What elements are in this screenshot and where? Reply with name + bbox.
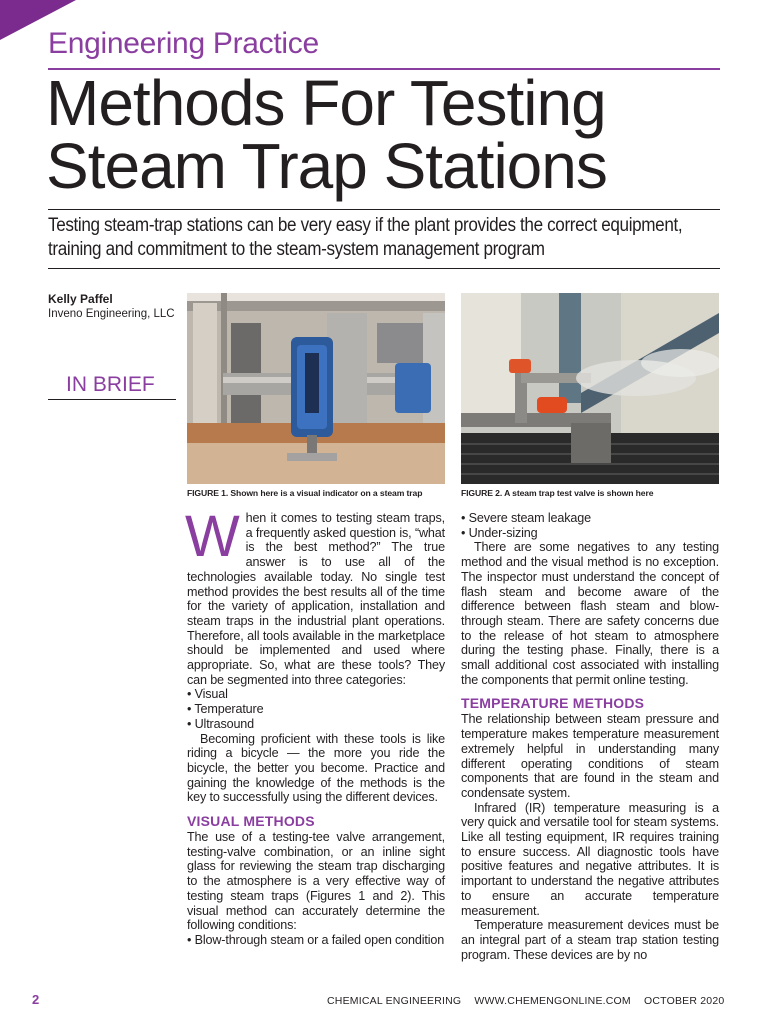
drop-cap: W (185, 504, 240, 569)
deck-rule-top (48, 209, 720, 210)
temperature-paragraph-2: Infrared (IR) temperature measuring is a very quick and versatile tool for steam systems. Like all testing equipment, IR requires training to ensure success. All diagnostic tools have positive features and negative attributes. It is important to understand the negative attributes to ensure an accurate temperature measurement. (461, 800, 719, 918)
deck-rule-bottom (48, 268, 720, 269)
category-list-item: • Visual (187, 687, 228, 702)
author-name: Kelly Paffel (48, 292, 113, 306)
title-line-2: Steam Trap Stations (46, 130, 607, 202)
body-column-left (185, 504, 445, 948)
footer-url: WWW.CHEMENGONLINE.COM (474, 995, 631, 1007)
intro-text: hen it comes to testing steam traps, a frequently asked question is, “what is the best method?” The true answer is to use all of the technologies available today. No single test method provides the best results all of the time for the variety of application, installation and steam traps in the industrial plant operations. Therefore, all tools available in the marketplace should be implemented and used where appropriate. So, what are these tools? They can be segmented into three categories: (187, 511, 445, 687)
article-title (46, 67, 726, 202)
figure-2-caption: FIGURE 2. A steam trap test valve is shown here (461, 488, 654, 498)
in-brief-rule (48, 399, 176, 400)
figure-1-photo (187, 293, 445, 484)
page-number: 2 (32, 992, 40, 1007)
temperature-methods-heading: TEMPERATURE METHODS (461, 695, 645, 712)
proficiency-paragraph: Becoming proficient with these tools is like riding a bicycle — the more you ride the bicycle, the better you become. Practice and gaining the knowledge of the methods is the key to successfully using the different devices. (187, 731, 445, 805)
footer-magazine: CHEMICAL ENGINEERING (327, 995, 462, 1007)
condition-list-item: • Blow-through steam or a failed open condition (187, 932, 445, 947)
intro-paragraph (185, 504, 445, 687)
category-list-item: • Temperature (187, 702, 264, 717)
condition-list-item: • Severe steam leakage (461, 511, 591, 525)
footer-date: OCTOBER 2020 (644, 995, 725, 1007)
temperature-paragraph-3: Temperature measurement devices must be an integral part of a steam trap station testing program. These devices are by no (461, 918, 719, 962)
figure-2-photo (461, 293, 719, 484)
visual-methods-heading: VISUAL METHODS (187, 813, 315, 830)
running-footer (327, 995, 734, 1007)
steam-trap-indicator-image (187, 293, 445, 484)
title-line-1: Methods For Testing (46, 67, 606, 139)
visual-methods-paragraph: The use of a testing-tee valve arrangement, testing-valve combination, or an inline sight glass for reviewing the steam trap discharging to the atmosphere is a very effective way of testing steam traps (Figures 1 and 2). This visual method can accurately determine the following conditions: (187, 830, 445, 933)
condition-list-item: • Under-sizing (461, 525, 538, 540)
temperature-paragraph-1: The relationship between steam pressure and temperature makes temperature measurement extremely helpful in understanding many different operating conditions of steam components that are found in the steam and condensate system. (461, 712, 719, 800)
article-deck: Testing steam-trap stations can be very easy if the plant provides the correct equipment, training and commitment to the steam-system management program (48, 215, 683, 260)
category-list-item: • Ultrasound (187, 716, 255, 731)
negatives-paragraph: There are some negatives to any testing method and the visual method is no exception. The inspector must understand the concept of flash steam and become aware of the difference between flash steam and blow-through steam. There are safety concerns due to the release of hot steam to atmosphere during the testing phase. Finally, there is a small additional cost associated with installing the components that permit online testing. (461, 540, 719, 687)
steam-trap-test-valve-image (461, 293, 719, 484)
author-affiliation: Inveno Engineering, LLC (48, 308, 175, 320)
section-label: Engineering Practice (48, 27, 319, 60)
body-column-right (461, 511, 719, 962)
figure-1-caption: FIGURE 1. Shown here is a visual indicator on a steam trap (187, 488, 423, 498)
in-brief-label: IN BRIEF (66, 373, 155, 396)
